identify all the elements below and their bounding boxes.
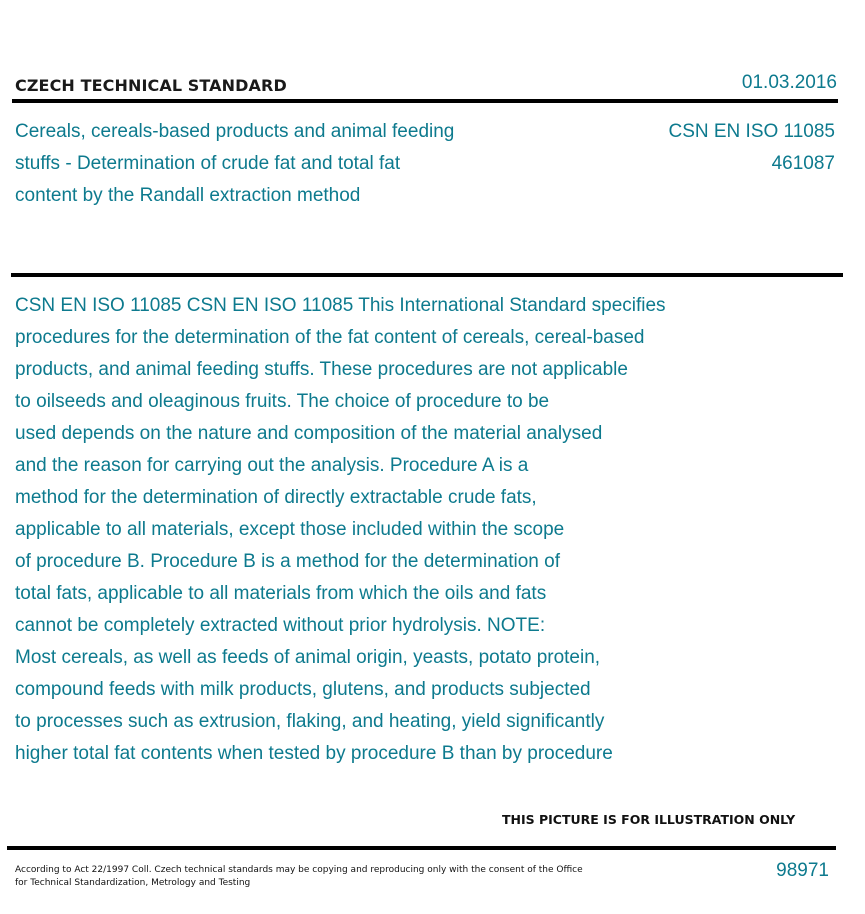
abstract-line: cannot be completely extracted without prior hydrolysis. NOTE:: [15, 615, 546, 636]
abstract-line: to processes such as extrusion, flaking, and heating, yield significantly: [15, 711, 605, 732]
abstract-text: [15, 290, 666, 770]
abstract-line: applicable to all materials, except those included within the scope: [15, 519, 565, 540]
illustration-note: THIS PICTURE IS FOR ILLUSTRATION ONLY: [502, 812, 796, 827]
abstract-line: of procedure B. Procedure B is a method for the determination of: [15, 551, 560, 572]
abstract-line: Most cereals, as well as feeds of animal origin, yeasts, potato protein,: [15, 647, 601, 668]
abstract-line: to oilseeds and oleaginous fruits. The choice of procedure to be: [15, 391, 550, 412]
abstract-line: and the reason for carrying out the analysis. Procedure A is a: [15, 455, 529, 476]
abstract-line: method for the determination of directly extractable crude fats,: [15, 487, 537, 508]
legal-notice: [15, 864, 595, 890]
abstract-line: total fats, applicable to all materials from which the oils and fats: [15, 583, 547, 604]
legal-notice-line: for Technical Standardization, Metrology and Testing: [15, 878, 251, 888]
document-title-line: content by the Randall extraction method: [15, 185, 361, 206]
classification-code: 461087: [771, 153, 835, 174]
abstract-line: used depends on the nature and composition of the material analysed: [15, 423, 603, 444]
abstract-line: products, and animal feeding stuffs. These procedures are not applicable: [15, 359, 628, 380]
legal-notice-line: According to Act 22/1997 Coll. Czech technical standards may be copying and reproducing only with the consent of the Office: [15, 865, 583, 875]
publication-date: 01.03.2016: [741, 72, 837, 93]
title-divider: [11, 273, 843, 277]
header-title: CZECH TECHNICAL STANDARD: [15, 76, 287, 95]
abstract-line: procedures for the determination of the fat content of cereals, cereal-based: [15, 327, 645, 348]
catalog-number: 98971: [776, 860, 829, 881]
document-title-line: Cereals, cereals-based products and animal feeding: [15, 121, 455, 142]
footer-divider: [7, 846, 836, 850]
standard-number: CSN EN ISO 11085: [668, 121, 835, 142]
abstract-line: higher total fat contents when tested by procedure B than by procedure: [15, 743, 613, 764]
standard-identifiers: [668, 116, 835, 180]
header-divider: [12, 99, 838, 103]
document-title-line: stuffs - Determination of crude fat and total fat: [15, 153, 401, 174]
abstract-line: CSN EN ISO 11085 CSN EN ISO 11085 This International Standard specifies: [15, 295, 666, 316]
abstract-line: compound feeds with milk products, glutens, and products subjected: [15, 679, 591, 700]
document-title: [15, 116, 555, 212]
